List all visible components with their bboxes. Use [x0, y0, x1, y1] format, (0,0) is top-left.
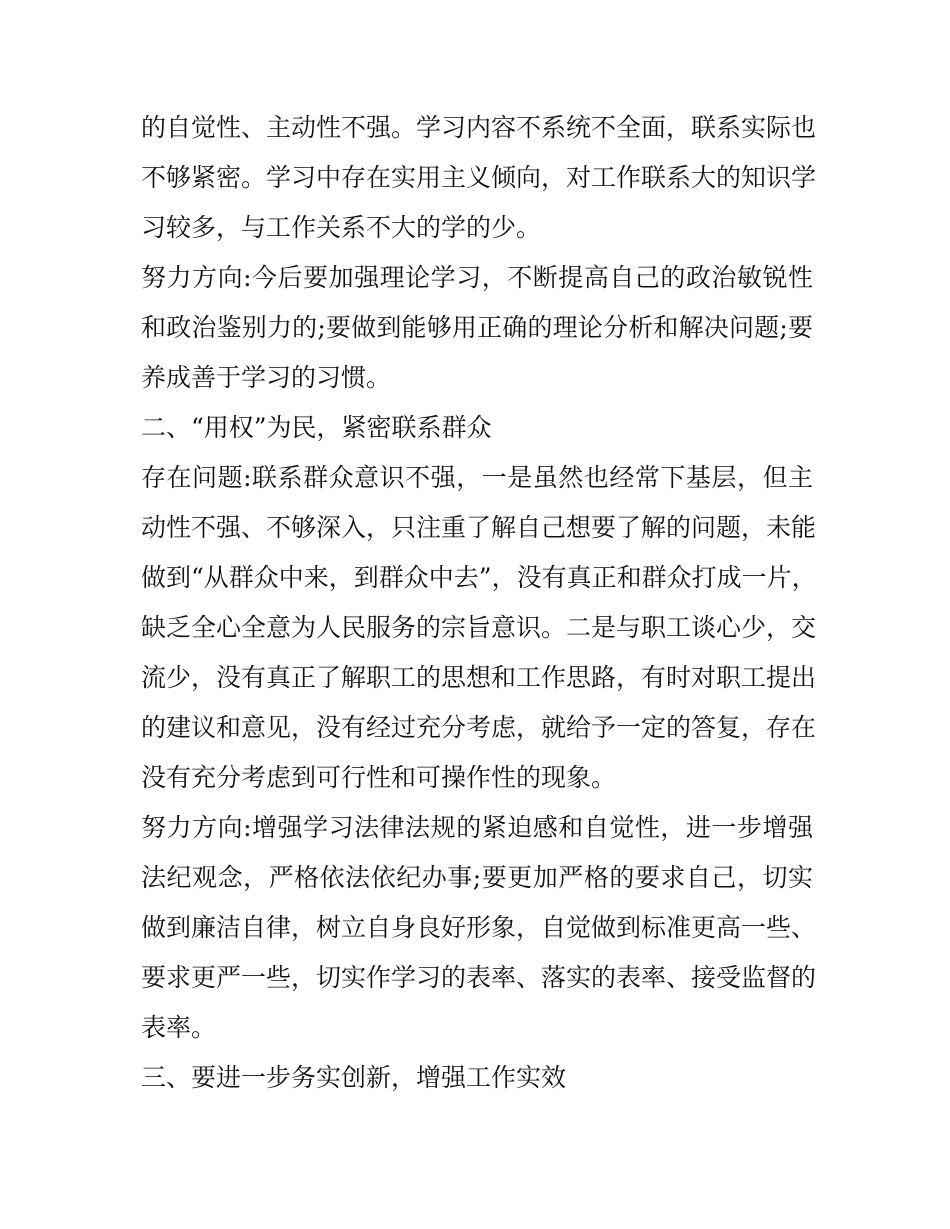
text-line: 的自觉性、主动性不强。学习内容不系统不全面，联系实际也: [141, 113, 817, 142]
text-line: 存在问题:联系群众意识不强，一是虽然也经常下基层，但主: [141, 463, 813, 492]
section-heading: 二、“用权”为民，紧密联系群众: [141, 413, 492, 442]
text-line: 做到“从群众中来，到群众中去”，没有真正和群众打成一片，: [141, 563, 817, 592]
text-line: 动性不强、不够深入，只注重了解自己想要了解的问题，未能: [141, 513, 817, 542]
text-line: 法纪观念，严格依法依纪办事;要更加严格的要求自己，切实: [141, 863, 813, 892]
text-line: 的建议和意见，没有经过充分考虑，就给予一定的答复，存在: [141, 713, 817, 742]
text-line: 表率。: [141, 1013, 217, 1042]
text-line: 习较多，与工作关系不大的学的少。: [141, 213, 542, 242]
text-line: 要求更严一些，切实作学习的表率、落实的表率、接受监督的: [141, 963, 817, 992]
text-line: 做到廉洁自律，树立自身良好形象，自觉做到标准更高一些、: [141, 913, 817, 942]
text-line: 不够紧密。学习中存在实用主义倾向，对工作联系大的知识学: [141, 163, 817, 192]
text-line: 缺乏全心全意为人民服务的宗旨意识。二是与职工谈心少，交: [141, 613, 817, 642]
document-body: [141, 103, 817, 1103]
text-line: 和政治鉴别力的;要做到能够用正确的理论分析和解决问题;要: [141, 313, 813, 342]
text-line: 没有充分考虑到可行性和可操作性的现象。: [141, 763, 617, 792]
text-line: 努力方向:增强学习法律法规的紧迫感和自觉性，进一步增强: [141, 813, 813, 842]
text-line: 养成善于学习的习惯。: [141, 363, 392, 392]
text-line: 努力方向:今后要加强理论学习，不断提高自己的政治敏锐性: [141, 263, 813, 292]
section-heading: 三、要进一步务实创新，增强工作实效: [141, 1063, 567, 1092]
text-line: 流少，没有真正了解职工的思想和工作思路，有时对职工提出: [141, 663, 817, 692]
